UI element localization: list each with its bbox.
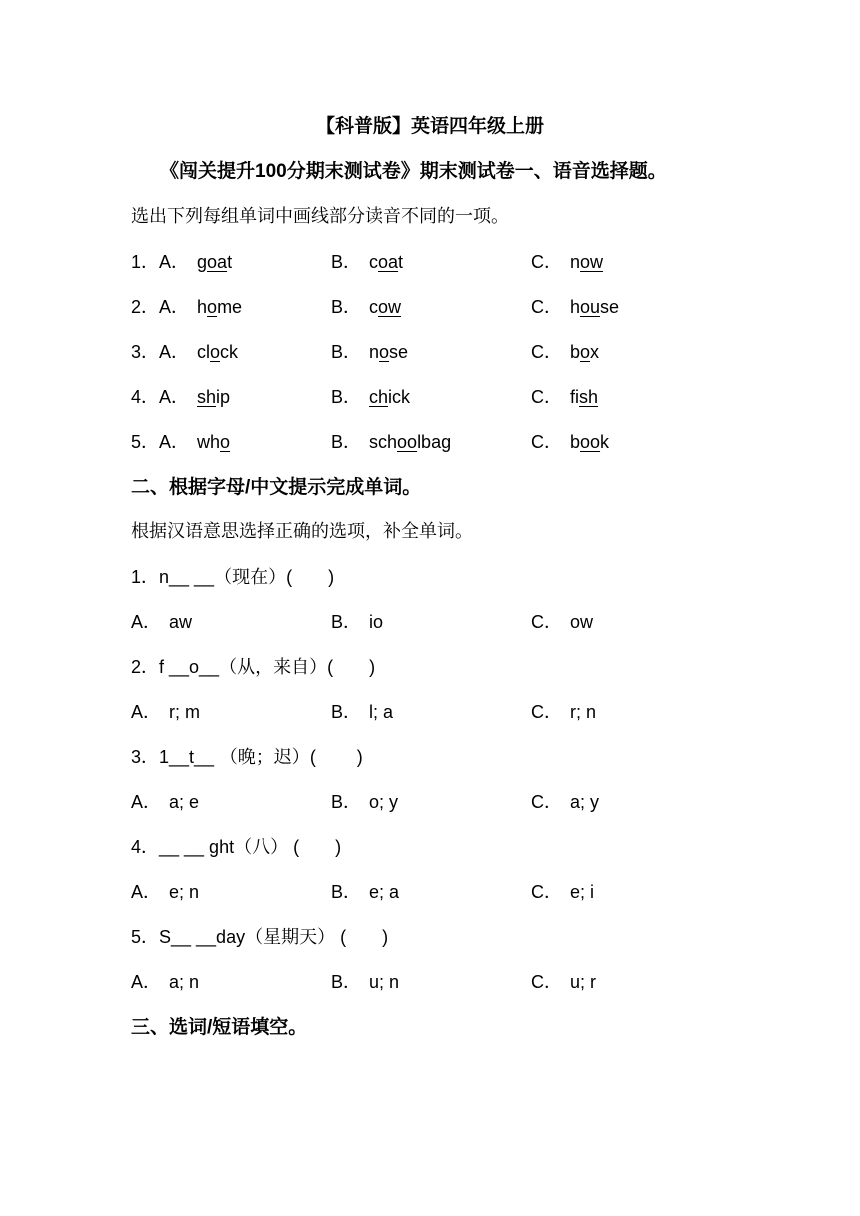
underlined-letters: o (220, 432, 231, 452)
underlined-letters: o (379, 342, 390, 362)
question-stem (131, 922, 860, 952)
word-prefix: c (369, 297, 379, 317)
question-number: 2． (131, 297, 160, 317)
question-number: 5． (131, 432, 160, 452)
option-a: A． aw (131, 612, 193, 632)
option-c: C． e; i (531, 882, 595, 902)
stem-text: 3．1__t__ (131, 747, 215, 767)
option-a: A． a; n (131, 972, 200, 992)
stem-text: 2．f __o__ (131, 657, 220, 677)
word-prefix: g (197, 252, 208, 272)
section3-heading: 三、选词/短语填空。 (131, 1017, 308, 1038)
options-row (0, 967, 860, 997)
page-subtitle: 《闯关提升100分期末测试卷》期末测试卷一、语音选择题。 (160, 161, 667, 182)
option-letter: C． (531, 432, 562, 452)
question-row (0, 247, 860, 277)
question-stem (131, 652, 860, 682)
option-letter: C． (531, 387, 562, 407)
option-a (131, 382, 230, 412)
underlined-letters: sh (197, 387, 217, 407)
word-suffix: x (590, 342, 600, 362)
option-a: A． r; m (131, 702, 201, 722)
underlined-letters: oa (207, 252, 228, 272)
question-number: 1． (131, 252, 160, 272)
word-suffix: se (600, 297, 620, 317)
option-b: B． u; n (331, 972, 400, 992)
option-a (131, 427, 230, 457)
option-a (131, 292, 242, 322)
word-suffix: me (217, 297, 243, 317)
option-letter: A． (159, 342, 190, 362)
options-row (0, 607, 860, 637)
option-b: B． e; a (331, 882, 400, 902)
option-c (531, 427, 609, 457)
word-suffix: k (600, 432, 610, 452)
options-row (0, 697, 860, 727)
chinese-hint: （八） (234, 837, 289, 858)
option-b (331, 292, 401, 322)
option-c: C． u; r (531, 972, 597, 992)
option-c (531, 247, 603, 277)
chinese-hint: （现在） (214, 567, 287, 588)
options-row (0, 877, 860, 907)
section2-instruction: 根据汉语意思选择正确的选项，补全单词。 (131, 521, 473, 542)
underlined-letters: ow (580, 252, 604, 272)
word-suffix: se (389, 342, 409, 362)
question-row (0, 337, 860, 367)
word-suffix: lbag (417, 432, 452, 452)
stem-text: 4．__ __ ght (131, 837, 235, 857)
word-prefix: sch (369, 432, 398, 452)
answer-blank: ( ) (335, 927, 389, 947)
word-prefix: n (369, 342, 380, 362)
word-suffix: ck (220, 342, 239, 362)
stem-text: 1．n__ __ (131, 567, 215, 587)
word-prefix: b (570, 342, 581, 362)
option-letter: B． (331, 387, 362, 407)
word-prefix: b (570, 432, 581, 452)
answer-blank: ( ) (327, 657, 376, 677)
underlined-letters: oo (397, 432, 418, 452)
chinese-hint: （从，来自） (219, 657, 328, 678)
answer-blank: ( ) (288, 837, 342, 857)
option-letter: C． (531, 252, 562, 272)
word-prefix: n (570, 252, 581, 272)
question-stem (131, 742, 860, 772)
stem-text: 5．S__ __day (131, 927, 246, 947)
chinese-hint: （晚；迟） (214, 747, 310, 768)
option-letter: B． (331, 432, 362, 452)
underlined-letters: o (580, 342, 591, 362)
question-row (0, 382, 860, 412)
underlined-letters: oo (580, 432, 601, 452)
word-prefix: cl (197, 342, 211, 362)
word-suffix: t (398, 252, 404, 272)
word-prefix: c (369, 252, 379, 272)
option-c (531, 292, 619, 322)
answer-blank: ( ) (286, 567, 335, 587)
underlined-letters: sh (579, 387, 599, 407)
option-letter: C． (531, 297, 562, 317)
question-number: 4． (131, 387, 160, 407)
option-letter: A． (159, 432, 190, 452)
page-title: 【科普版】英语四年级上册 (315, 116, 544, 137)
option-a: A． e; n (131, 882, 200, 902)
option-b: B． o; y (331, 792, 399, 812)
option-letter: A． (159, 387, 190, 407)
section2-heading: 二、根据字母/中文提示完成单词。 (131, 477, 422, 498)
underlined-letters: oa (378, 252, 399, 272)
word-suffix: ick (388, 387, 411, 407)
underlined-letters: ow (378, 297, 402, 317)
underlined-letters: o (210, 342, 221, 362)
word-prefix: wh (197, 432, 221, 452)
option-b: B． io (331, 612, 384, 632)
option-b (331, 382, 410, 412)
chinese-hint: （星期天） (245, 927, 336, 948)
word-suffix: t (227, 252, 233, 272)
option-b: B． l; a (331, 702, 394, 722)
section1-instruction: 选出下列每组单词中画线部分读音不同的一项。 (131, 206, 509, 227)
options-row (0, 787, 860, 817)
underlined-letters: ch (369, 387, 389, 407)
option-c: C． r; n (531, 702, 597, 722)
word-prefix: h (197, 297, 208, 317)
option-c (531, 382, 598, 412)
question-row (0, 427, 860, 457)
option-a (131, 337, 238, 367)
underlined-letters: ou (580, 297, 601, 317)
option-a: A． a; e (131, 792, 200, 812)
option-letter: B． (331, 252, 362, 272)
question-row (0, 292, 860, 322)
option-letter: C． (531, 342, 562, 362)
option-a (131, 247, 232, 277)
word-prefix: fi (570, 387, 579, 407)
option-c: C． a; y (531, 792, 600, 812)
answer-blank: ( ) (309, 747, 363, 767)
word-suffix: ip (216, 387, 231, 407)
option-letter: B． (331, 342, 362, 362)
option-b (331, 247, 403, 277)
question-stem (131, 562, 860, 592)
option-letter: B． (331, 297, 362, 317)
option-c (531, 337, 599, 367)
option-c: C． ow (531, 612, 594, 632)
option-b (331, 337, 408, 367)
option-b (331, 427, 451, 457)
question-number: 3． (131, 342, 160, 362)
option-letter: A． (159, 252, 190, 272)
word-prefix: h (570, 297, 581, 317)
underlined-letters: o (207, 297, 218, 317)
option-letter: A． (159, 297, 190, 317)
question-stem (131, 832, 860, 862)
